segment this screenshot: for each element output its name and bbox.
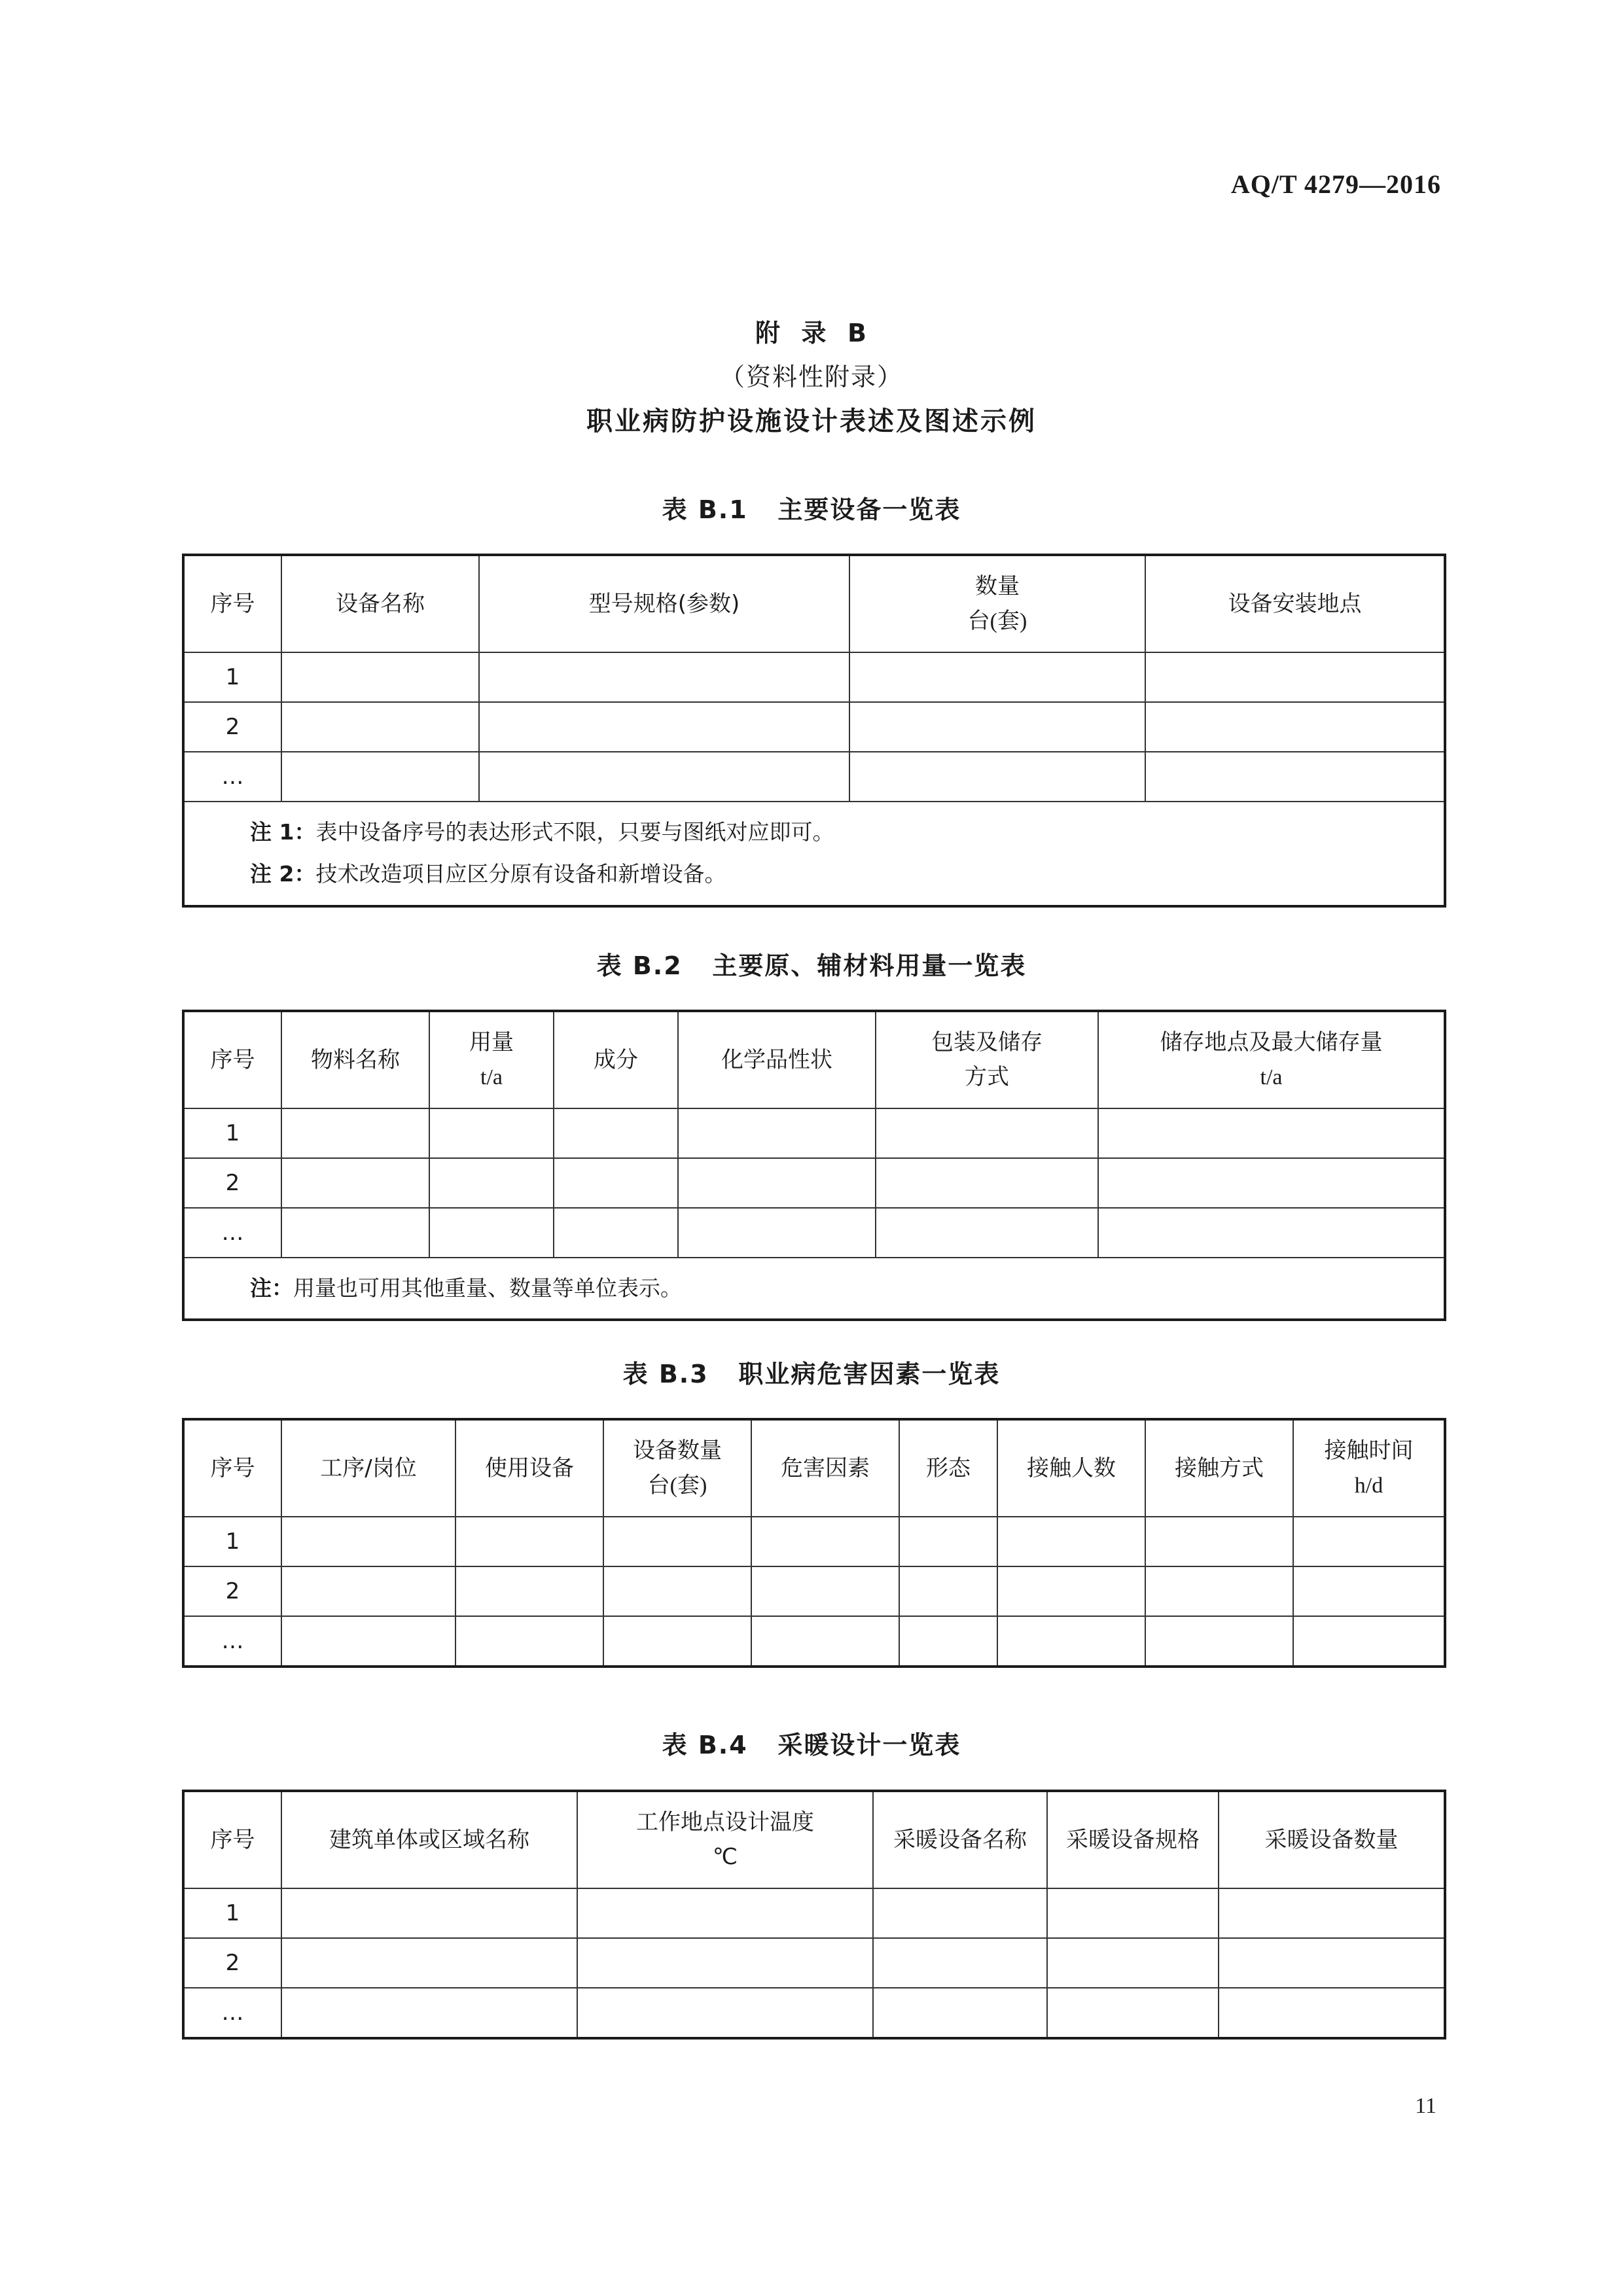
- table-cell: [281, 1158, 429, 1208]
- table-b2-materials: [182, 1010, 1446, 1321]
- table-cell: [1293, 1616, 1445, 1667]
- column-header: [1098, 1011, 1445, 1108]
- column-header-label: 采暖设备名称: [893, 1826, 1027, 1853]
- column-header: [751, 1419, 899, 1517]
- column-header-label: 成分: [594, 1046, 638, 1073]
- table-cell: [849, 702, 1145, 752]
- column-header-unit: t/a: [1260, 1065, 1283, 1089]
- column-header: [1145, 555, 1445, 652]
- table-cell: [1145, 702, 1445, 752]
- column-header: [183, 1419, 281, 1517]
- column-header-label: 建筑单体或区域名称: [329, 1826, 529, 1853]
- row-number-cell: …: [183, 1208, 281, 1258]
- table-b1-main-equipment: [182, 554, 1446, 908]
- table-cell: [997, 1566, 1145, 1616]
- table-header-row: [183, 1791, 1445, 1888]
- note-label: 注 1：: [250, 819, 316, 845]
- table-cell: [281, 652, 479, 702]
- table-cell: [603, 1616, 751, 1667]
- column-header-unit: 台(套): [967, 609, 1027, 633]
- column-header-label: 危害因素: [781, 1455, 870, 1481]
- table-cell: [899, 1566, 997, 1616]
- table-cell: [678, 1108, 876, 1158]
- appendix-subtitle: （资料性附录）: [719, 362, 903, 391]
- table-row: [183, 1566, 1445, 1616]
- page-number: 11: [1415, 2094, 1436, 2118]
- table-cell: [554, 1208, 678, 1258]
- column-header-label: 采暖设备规格: [1066, 1826, 1200, 1853]
- table-note: [250, 811, 1378, 853]
- table-notes-row: [183, 1258, 1445, 1320]
- column-header-label: 序号: [210, 1046, 255, 1073]
- appendix-title: 附 录 B: [755, 319, 868, 347]
- table-row: [183, 1888, 1445, 1938]
- standard-code: AQ/T 4279—2016: [1230, 169, 1441, 199]
- table-cell: [455, 1566, 603, 1616]
- note-text: 技术改造项目应区分原有设备和新增设备。: [315, 861, 726, 887]
- row-number-cell: …: [183, 1988, 281, 2038]
- table-cell: [429, 1108, 554, 1158]
- table-row: [183, 1938, 1445, 1988]
- table-b3-caption: 表 B.3 职业病危害因素一览表: [622, 1360, 1001, 1388]
- table-note: [250, 853, 1378, 895]
- table-cell: [1293, 1566, 1445, 1616]
- table-cell: [281, 752, 479, 802]
- note-text: 用量也可用其他重量、数量等单位表示。: [293, 1275, 682, 1301]
- note-label: 注：: [250, 1275, 293, 1301]
- column-header: [899, 1419, 997, 1517]
- table-cell: [751, 1616, 899, 1667]
- table-cell: [429, 1208, 554, 1258]
- table-cell: [603, 1517, 751, 1566]
- column-header-label: 储存地点及最大储存量: [1160, 1029, 1383, 1055]
- column-header-label: 设备名称: [336, 590, 425, 617]
- column-header: [183, 1011, 281, 1108]
- table-row: [183, 1517, 1445, 1566]
- table-cell: [1219, 1938, 1445, 1988]
- table-row: [183, 1616, 1445, 1667]
- table-cell: [876, 1158, 1098, 1208]
- column-header-label: 形态: [926, 1455, 971, 1481]
- row-number-cell: 1: [183, 1888, 281, 1938]
- table-cell: [876, 1108, 1098, 1158]
- table-row: [183, 1158, 1445, 1208]
- column-header-unit: h/d: [1354, 1474, 1383, 1498]
- column-header: [1145, 1419, 1293, 1517]
- column-header: [281, 1011, 429, 1108]
- table-note: [250, 1267, 1378, 1309]
- table-cell: [751, 1566, 899, 1616]
- table-cell: [899, 1616, 997, 1667]
- column-header-label: 物料名称: [311, 1046, 400, 1073]
- table-cell: [1293, 1517, 1445, 1566]
- column-header-label: 工作地点设计温度: [636, 1809, 814, 1835]
- table-notes-row: [183, 802, 1445, 906]
- table-row: [183, 1208, 1445, 1258]
- column-header-label: 使用设备: [485, 1455, 574, 1481]
- column-header: [1293, 1419, 1445, 1517]
- table-cell: [1145, 1616, 1293, 1667]
- table-notes: [183, 1258, 1445, 1320]
- column-header: [997, 1419, 1145, 1517]
- table-cell: [751, 1517, 899, 1566]
- table-cell: [554, 1158, 678, 1208]
- table-cell: [603, 1566, 751, 1616]
- table-header-row: [183, 555, 1445, 652]
- table-cell: [281, 702, 479, 752]
- column-header: [603, 1419, 751, 1517]
- column-header: [849, 555, 1145, 652]
- table-cell: [1047, 1888, 1219, 1938]
- column-header-unit: t/a: [480, 1065, 503, 1089]
- table-cell: [479, 752, 849, 802]
- column-header-label: 化学品性状: [721, 1046, 832, 1073]
- column-header-label: 采暖设备数量: [1264, 1826, 1399, 1853]
- column-header: [455, 1419, 603, 1517]
- column-header-unit: ℃: [712, 1845, 738, 1869]
- column-header-label: 包装及储存: [931, 1029, 1043, 1055]
- row-number-cell: 2: [183, 1938, 281, 1988]
- table-b3-hazard-factors: [182, 1418, 1446, 1668]
- table-cell: [1219, 1988, 1445, 2038]
- table-cell: [1145, 752, 1445, 802]
- table-cell: [281, 1888, 577, 1938]
- note-label: 注 2：: [250, 861, 316, 887]
- table-cell: [1098, 1108, 1445, 1158]
- column-header-label: 接触时间: [1324, 1437, 1414, 1464]
- column-header-label: 序号: [210, 1455, 255, 1481]
- table-b1-caption: 表 B.1 主要设备一览表: [662, 495, 961, 524]
- table-cell: [1047, 1938, 1219, 1988]
- column-header: [479, 555, 849, 652]
- row-number-cell: 2: [183, 702, 281, 752]
- column-header: [554, 1011, 678, 1108]
- table-cell: [577, 1988, 873, 2038]
- table-cell: [479, 702, 849, 752]
- appendix-heading: 职业病防护设施设计表述及图述示例: [586, 406, 1037, 436]
- row-number-cell: 1: [183, 1108, 281, 1158]
- table-cell: [281, 1988, 577, 2038]
- table-b4-heating-design: [182, 1790, 1446, 2040]
- column-header-label: 用量: [469, 1029, 514, 1055]
- table-cell: [678, 1158, 876, 1208]
- table-b2-caption: 表 B.2 主要原、辅材料用量一览表: [596, 951, 1027, 980]
- table-cell: [873, 1988, 1047, 2038]
- column-header-label: 型号规格(参数): [588, 590, 740, 617]
- table-cell: [873, 1938, 1047, 1988]
- table-cell: [1098, 1208, 1445, 1258]
- table-cell: [1145, 1517, 1293, 1566]
- column-header-unit: 台(套): [647, 1474, 707, 1498]
- table-cell: [455, 1517, 603, 1566]
- table-cell: [876, 1208, 1098, 1258]
- table-row: [183, 1988, 1445, 2038]
- column-header: [577, 1791, 873, 1888]
- row-number-cell: 1: [183, 652, 281, 702]
- table-cell: [1145, 652, 1445, 702]
- column-header: [1219, 1791, 1445, 1888]
- column-header-label: 设备安装地点: [1228, 590, 1362, 617]
- table-cell: [849, 752, 1145, 802]
- table-cell: [281, 1517, 455, 1566]
- row-number-cell: …: [183, 752, 281, 802]
- column-header: [1047, 1791, 1219, 1888]
- column-header-label: 接触方式: [1175, 1455, 1264, 1481]
- row-number-cell: 2: [183, 1158, 281, 1208]
- table-cell: [455, 1616, 603, 1667]
- table-cell: [281, 1108, 429, 1158]
- table-cell: [281, 1938, 577, 1988]
- table-b4-caption: 表 B.4 采暖设计一览表: [662, 1731, 961, 1759]
- table-cell: [997, 1517, 1145, 1566]
- column-header-label: 工序/岗位: [320, 1455, 417, 1481]
- table-cell: [554, 1108, 678, 1158]
- column-header: [183, 1791, 281, 1888]
- row-number-cell: …: [183, 1616, 281, 1667]
- table-cell: [1145, 1566, 1293, 1616]
- table-cell: [1047, 1988, 1219, 2038]
- column-header: [429, 1011, 554, 1108]
- table-notes: [183, 802, 1445, 906]
- column-header: [873, 1791, 1047, 1888]
- table-cell: [997, 1616, 1145, 1667]
- table-header-row: [183, 1011, 1445, 1108]
- column-header-unit: 方式: [965, 1065, 1009, 1089]
- table-row: [183, 752, 1445, 802]
- table-cell: [429, 1158, 554, 1208]
- table-cell: [899, 1517, 997, 1566]
- table-cell: [678, 1208, 876, 1258]
- table-header-row: [183, 1419, 1445, 1517]
- column-header-label: 数量: [975, 573, 1020, 599]
- table-cell: [873, 1888, 1047, 1938]
- table-cell: [281, 1616, 455, 1667]
- column-header: [678, 1011, 876, 1108]
- table-cell: [479, 652, 849, 702]
- row-number-cell: 1: [183, 1517, 281, 1566]
- table-cell: [577, 1938, 873, 1988]
- column-header: [876, 1011, 1098, 1108]
- column-header: [281, 1791, 577, 1888]
- table-cell: [1098, 1158, 1445, 1208]
- column-header-label: 序号: [210, 590, 255, 617]
- column-header-label: 序号: [210, 1826, 255, 1853]
- table-row: [183, 652, 1445, 702]
- column-header: [183, 555, 281, 652]
- table-cell: [281, 1566, 455, 1616]
- table-row: [183, 1108, 1445, 1158]
- note-text: 表中设备序号的表达形式不限，只要与图纸对应即可。: [315, 819, 834, 845]
- table-cell: [577, 1888, 873, 1938]
- column-header-label: 设备数量: [633, 1437, 722, 1464]
- column-header: [281, 555, 479, 652]
- table-cell: [1219, 1888, 1445, 1938]
- table-cell: [849, 652, 1145, 702]
- table-row: [183, 702, 1445, 752]
- table-cell: [281, 1208, 429, 1258]
- column-header: [281, 1419, 455, 1517]
- row-number-cell: 2: [183, 1566, 281, 1616]
- column-header-label: 接触人数: [1027, 1455, 1116, 1481]
